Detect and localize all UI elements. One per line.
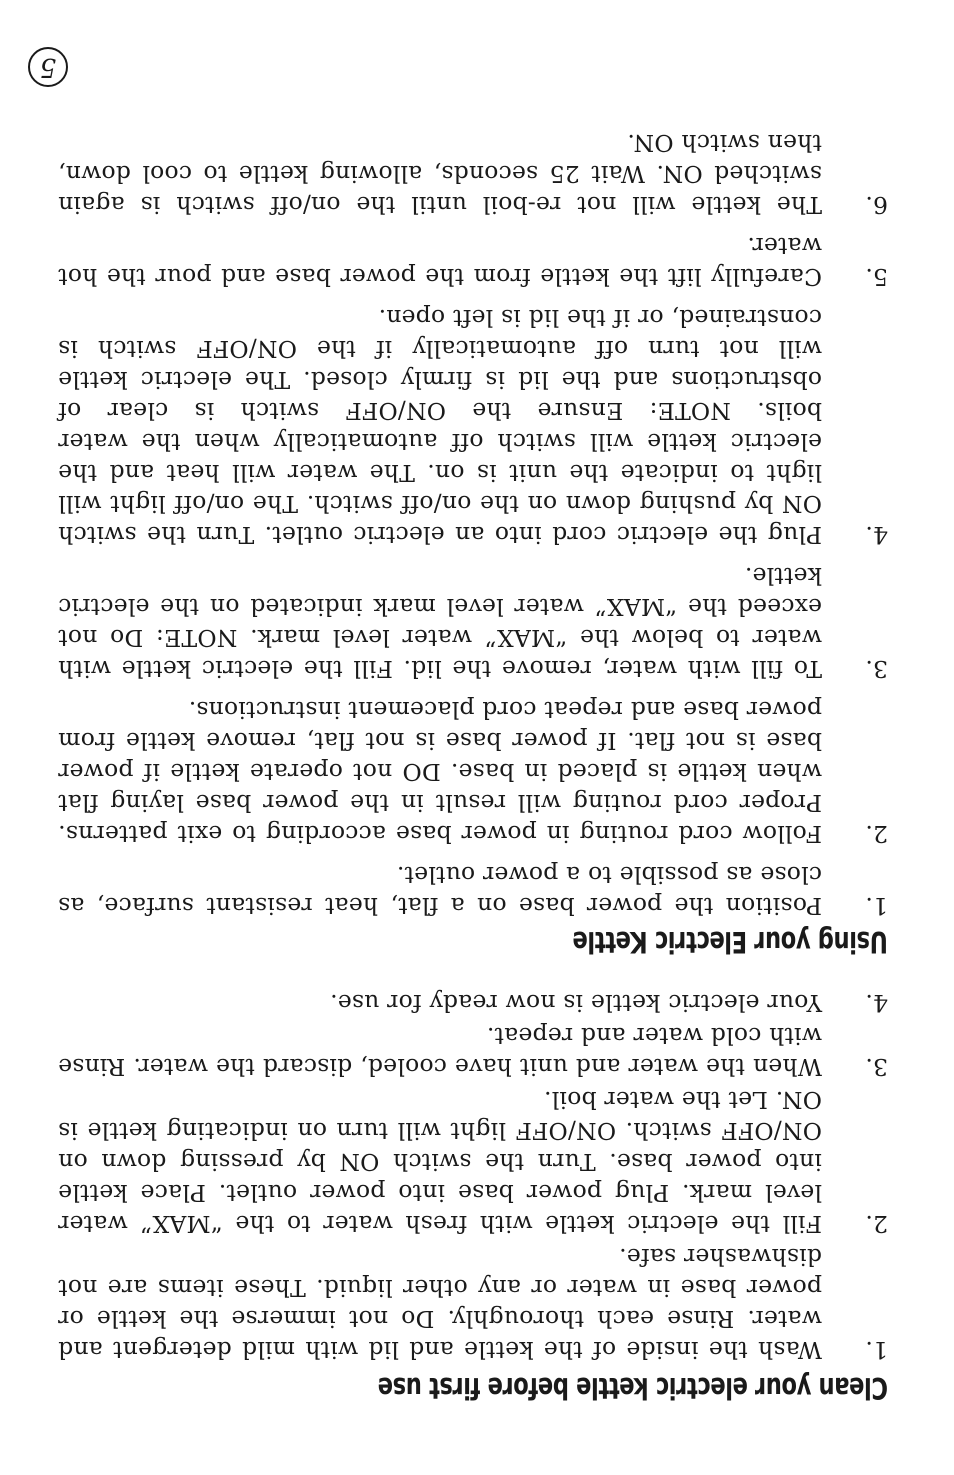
item-text: Position the power base on a flat, heat resistant surface, as close as possible to a power outlet. [58,861,822,920]
list-item [58,1020,888,1082]
item-text: Follow cord routing in power base according to exit patterns. Proper cord routing will result in the power base laying flat when kettle is placed in base. DO not operate kettle if power base is not flat. If power base is not flat, remove kettle from power base and repeat cord placement instructions. [58,696,822,848]
item-text: To fill with water, remove the lid. Fill the electric kettle with water to below the “MAX” water level mark. NOTE: Do not exceed the “MAX” water level mark indicated on the electric kettle. [58,562,822,683]
item-number: 3. [865,655,888,683]
item-text: The kettle will not re-boil until the on/off switch is again switched ON. Wait 25 seconds, allowing kettle to cool down, then switch ON. [58,129,822,219]
instruction-list [58,127,888,921]
page-number-badge [28,47,68,87]
item-number: 5. [865,263,888,291]
list-item [58,1241,888,1365]
item-text: Your electric kettle is now ready for use. [329,989,822,1017]
section-using-kettle [58,127,888,959]
item-number: 4. [865,521,888,549]
list-item [58,694,888,849]
item-number: 2. [865,820,888,848]
list-item [58,127,888,220]
list-item [58,230,888,292]
item-number: 2. [865,1210,888,1238]
item-number: 1. [865,892,888,920]
item-text: Fill the electric kettle with fresh water to the “MAX” water level mark. Plug power base into power outlet. Place kettle into power base. Turn the switch ON by pressing down on ON/OFF switch. ON/OFF light will turn on indicating kettle is ON. Let the water boil. [58,1086,822,1238]
item-number: 3. [865,1053,888,1081]
list-item [58,1084,888,1239]
instruction-list [58,987,888,1365]
list-item [58,302,888,550]
page-content [58,117,888,1405]
section-heading: Using your Electric Kettle [572,925,888,959]
section-clean-kettle [58,987,888,1405]
page-number: 5 [39,52,57,82]
section-heading: Clean your electric kettle before first use [378,1371,888,1405]
item-number: 4. [865,989,888,1017]
item-text: Wash the inside of the kettle and lid with mild detergent and water. Rinse each thoroughly. Do not immerse the kettle or power base in water or any other liquid. These items are not dishwasher safe. [58,1243,822,1364]
item-number: 1. [865,1336,888,1364]
list-item [58,560,888,684]
list-item [58,987,888,1018]
item-text: Plug the electric cord into an electric outlet. Turn the switch ON by pushing down on the on/off switch. The on/off light will light to indicate the unit is on. The water will heat and the electric kettle will switch off automatically when the water boils. NOTE: Ensure the ON/OFF switch is clear of obstructions and the lid is firmly closed. The electric kettle will not turn off automatically if the ON/OFF switch is constrained, or if the lid is left open. [58,304,822,549]
item-text: When the water and unit have cooled, discard the water. Rinse with cold water and repeat. [58,1022,822,1081]
list-item [58,859,888,921]
item-text: Carefully lift the kettle from the power base and pour the hot water. [58,232,822,291]
item-number: 6. [865,191,888,219]
